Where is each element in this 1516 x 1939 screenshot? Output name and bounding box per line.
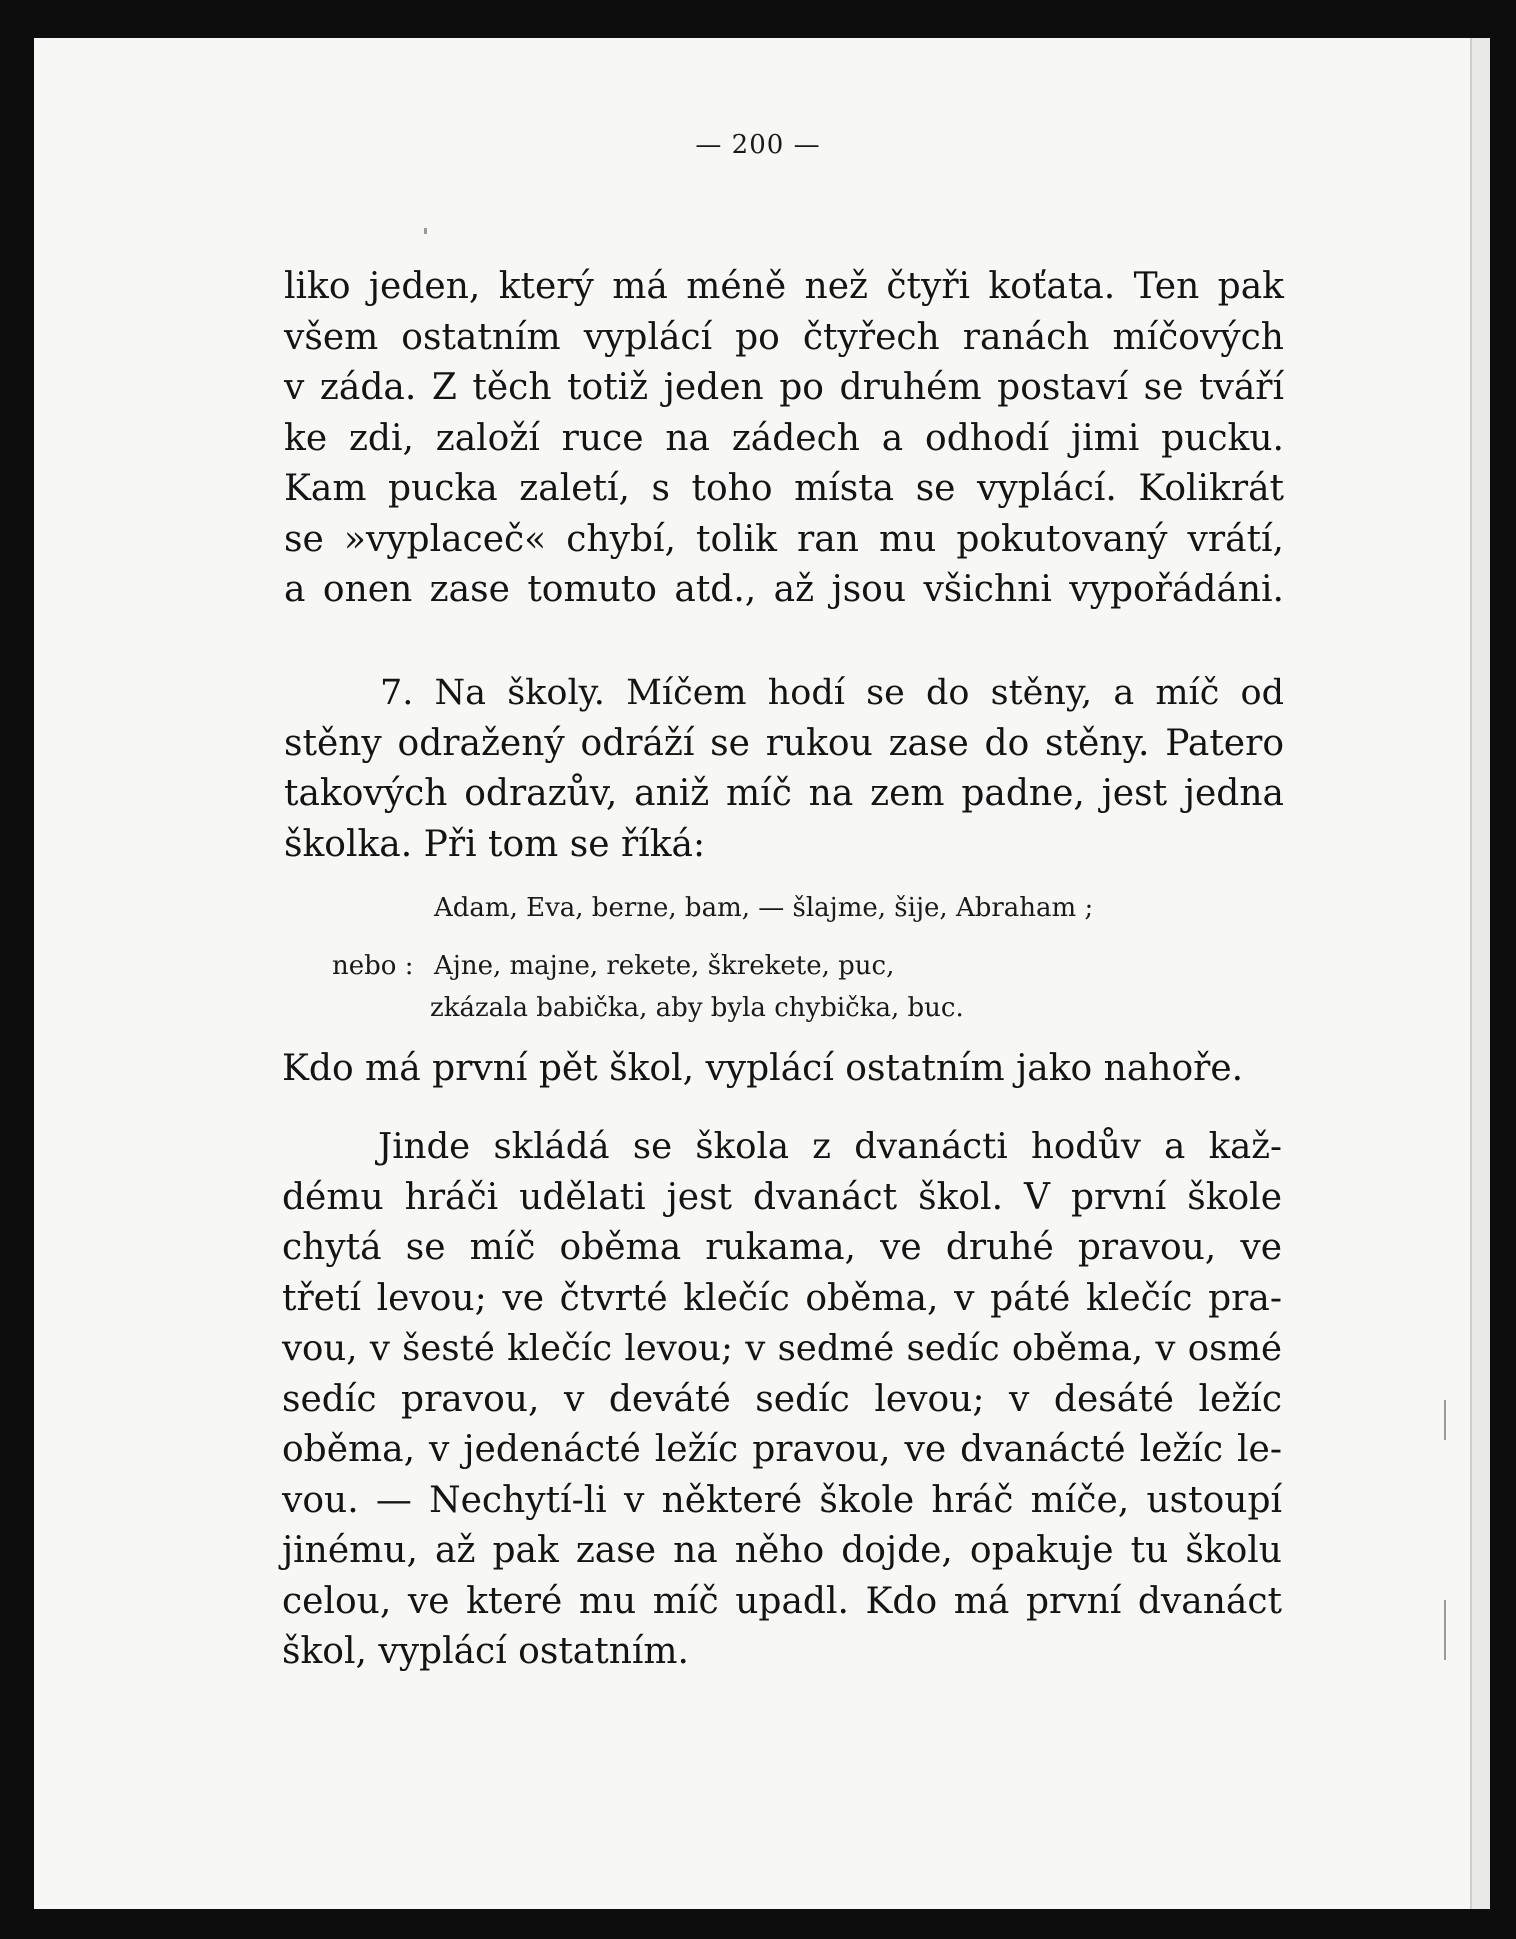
- text-line: oběma, v jedenácté ležíc pravou, ve dvanácté ležíc le-: [282, 1429, 1282, 1470]
- text-line: 7. Na školy. Míčem hodí se do stěny, a míč od: [380, 673, 1284, 713]
- text-line: se »vyplaceč« chybí, tolik ran mu pokutovaný vrátí,: [284, 518, 1284, 560]
- text-line: třetí levou; ve čtvrté klečíc oběma, v páté klečíc pra-: [282, 1277, 1282, 1319]
- paragraph-1: [284, 262, 1284, 616]
- text-line: chytá se míč oběma rukama, ve druhé pravou, ve: [282, 1227, 1282, 1268]
- text-line: školka. Při tom se říká:: [284, 823, 706, 865]
- paragraph-3: [282, 1122, 1282, 1678]
- rhyme-line-2: Ajne, majne, rekete, škrekete, puc,: [434, 951, 895, 981]
- scan-speck: [1444, 1400, 1446, 1440]
- text-line: celou, ve které mu míč upadl. Kdo má první dvanáct: [282, 1580, 1282, 1622]
- text-line: sedíc pravou, v deváté sedíc levou; v desáté ležíc: [282, 1378, 1282, 1420]
- text-line: ke zdi, založí ruce na zádech a odhodí jimi pucku.: [284, 417, 1284, 459]
- text-line: dému hráči udělati jest dvanáct škol. V první škole: [282, 1176, 1282, 1218]
- text-line: Kam pucka zaletí, s toho místa se vyplácí. Kolikrát: [284, 468, 1284, 509]
- text-line: a onen zase tomuto atd., až jsou všichni vypořádáni.: [284, 569, 1284, 610]
- text-line: vou, v šesté klečíc levou; v sedmé sedíc oběma, v osmé: [282, 1328, 1282, 1369]
- text-line: liko jeden, který má méně než čtyři koťata. Ten pak: [284, 266, 1284, 307]
- paragraph-2: [284, 668, 1284, 870]
- text-line: vou. — Nechytí-li v některé škole hráč míče, ustoupí: [282, 1479, 1282, 1521]
- after-rhyme-text: Kdo má první pět škol, vyplácí ostatním jako nahoře.: [282, 1048, 1244, 1089]
- text-line: škol, vyplácí ostatním.: [282, 1631, 690, 1672]
- text-line: všem ostatním vyplácí po čtyřech ranách míčových: [284, 316, 1284, 358]
- scan-speck: [424, 228, 427, 234]
- text-line: v záda. Z těch totiž jeden po druhém postaví se tváří: [284, 367, 1284, 408]
- rhyme-line-1: Adam, Eva, berne, bam, — šlajme, šije, Abraham ;: [434, 893, 1094, 923]
- page-number: — 200 —: [695, 130, 821, 160]
- text-line: stěny odražený odráží se rukou zase do stěny. Patero: [284, 722, 1284, 764]
- scan-speck: [1444, 1600, 1446, 1660]
- text-line: Jinde skládá se škola z dvanácti hodův a kaž-: [378, 1126, 1282, 1167]
- text-line: jinému, až pak zase na něho dojde, opakuje tu školu: [282, 1530, 1282, 1571]
- rhyme-alt-label: nebo :: [332, 951, 414, 981]
- rhyme-line-3: zkázala babička, aby byla chybička, buc.: [430, 993, 964, 1023]
- text-line: takových odrazův, aniž míč na zem padne, jest jedna: [284, 773, 1284, 814]
